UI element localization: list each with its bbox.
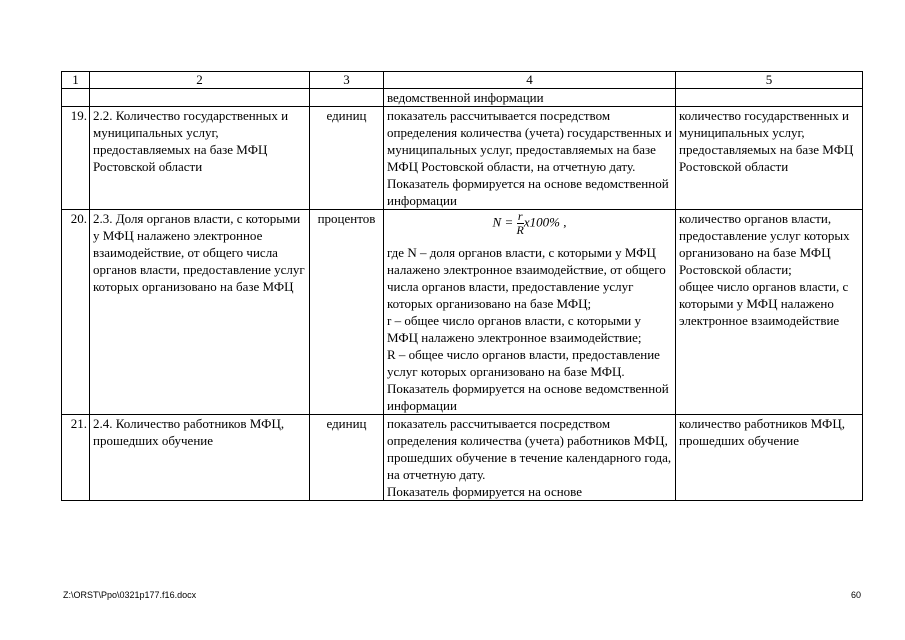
basic-indicators: количество государственных и муниципальных услуг, предоставляемых на базе МФЦ Ростовской области	[676, 107, 863, 210]
indicators-table	[61, 71, 863, 501]
method-line: R – общее число органов власти, предоставление услуг которых организовано на базе МФЦ.	[387, 347, 660, 379]
indicator-name: 2.4. Количество работников МФЦ, прошедших обучение	[90, 415, 310, 501]
formula-tail: ,	[563, 214, 567, 230]
method-line: где N – доля органов власти, с которыми у МФЦ налажено электронное взаимодействие, от общего числа органов власти, предоставление услуг которых организовано на базе МФЦ;	[387, 245, 666, 311]
method-source-text: Показатель формируется на основе	[387, 484, 582, 499]
method-text: показатель рассчитывается посредством определения количества (учета) государственных и муниципальных услуг, предоставляемых на базе МФЦ Ростовской области, на отчетную дату.	[387, 108, 672, 174]
unit-of-measure: процентов	[310, 210, 384, 415]
method-line: r – общее число органов власти, с которыми у МФЦ налажено электронное взаимодействие;	[387, 313, 642, 345]
unit-of-measure: единиц	[310, 107, 384, 210]
table-row	[62, 415, 863, 501]
header-col-5: 5	[676, 72, 863, 89]
formula-fraction	[517, 210, 524, 237]
basis-line: количество органов власти, предоставление услуг которых организовано на базе МФЦ Ростовской области;	[679, 211, 850, 277]
header-col-4: 4	[384, 72, 676, 89]
calculation-method	[384, 415, 676, 501]
row-number: 19.	[62, 107, 90, 210]
indicator-name: 2.2. Количество государственных и муниципальных услуг, предоставляемых на базе МФЦ Ростовской области	[90, 107, 310, 210]
calculation-method	[384, 107, 676, 210]
formula-lhs: N =	[492, 214, 514, 230]
basic-indicators	[676, 210, 863, 415]
basis-line: общее число органов власти, с которыми у МФЦ налажено электронное взаимодействие	[679, 279, 849, 328]
formula	[387, 210, 672, 244]
footer-page-number: 60	[850, 590, 861, 600]
formula-numerator: r	[517, 209, 523, 223]
row-number: 21.	[62, 415, 90, 501]
table-row	[62, 107, 863, 210]
unit-of-measure: единиц	[310, 415, 384, 501]
row-number: 20.	[62, 210, 90, 415]
method-text: показатель рассчитывается посредством определения количества (учета) работников МФЦ, прошедших обучение в течение календарного года, на отчетную дату.	[387, 416, 672, 482]
calculation-method	[384, 210, 676, 415]
header-col-1: 1	[62, 72, 90, 89]
footer-file-path: Z:\ORST\Ppo\0321p177.f16.docx	[63, 590, 197, 600]
basic-indicators: количество работников МФЦ, прошедших обучение	[676, 415, 863, 501]
method-source-text: Показатель формируется на основе ведомственной информации	[387, 176, 669, 208]
header-col-2: 2	[90, 72, 310, 89]
formula-denominator: R	[516, 223, 524, 237]
continued-method-text: ведомственной информации	[384, 89, 676, 107]
header-col-3: 3	[310, 72, 384, 89]
table-row-continued	[62, 89, 863, 107]
table-header-row	[62, 72, 863, 89]
table-row	[62, 210, 863, 415]
formula-rhs: x100%	[523, 214, 560, 230]
indicator-name: 2.3. Доля органов власти, с которыми у МФЦ налажено электронное взаимодействие, от общего числа органов власти, предоставление услуг которых организовано на базе МФЦ	[90, 210, 310, 415]
method-line: Показатель формируется на основе ведомственной информации	[387, 381, 669, 413]
